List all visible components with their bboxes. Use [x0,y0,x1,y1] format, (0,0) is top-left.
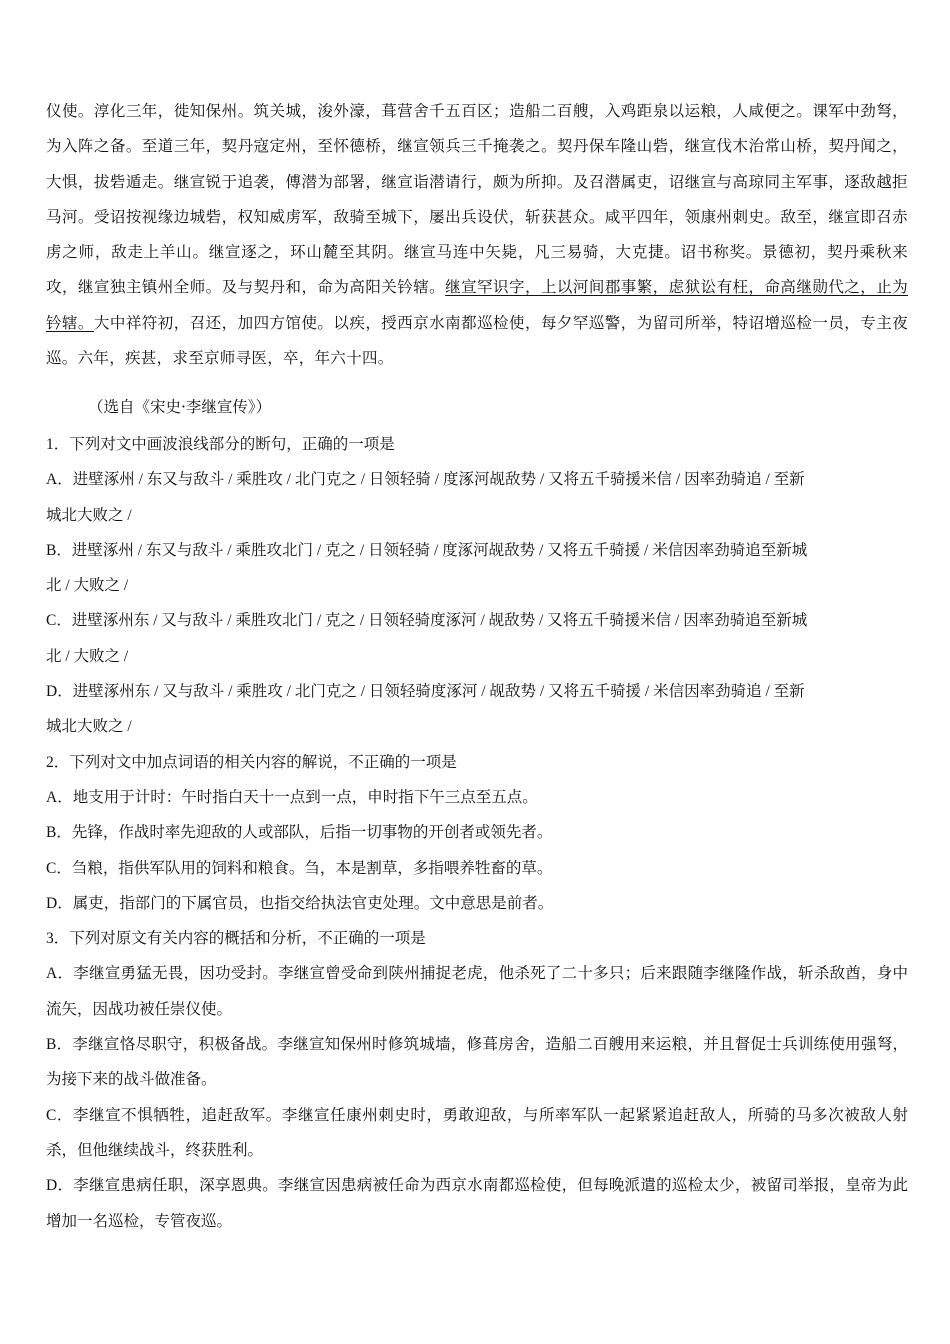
question-2-option-b: B．先锋，作战时率先迎敌的人或部队，后指一切事物的开创者或领先者。 [46,824,553,842]
classical-chinese-passage [46,94,908,376]
question-1-option-c-line2: 北 / 大败之 / [46,647,129,665]
question-1-option-b-line1: B．进壁涿州 / 东又与敌斗 / 乘胜攻北门 / 克之 / 日领轻骑 / 度涿河觇敌势 / 又将五千骑援 / 米信因率劲骑追至新城 [46,541,808,559]
passage-text-part1: 仪使。淳化三年，徙知保州。筑关城，浚外濠，葺营舍千五百区；造船二百艘，入鸡距泉以运粮，人咸便之。课军中劲弩，为入阵之备。至道三年，契丹寇定州，至怀德桥，继宣领兵三千掩袭之。契丹保车隆山砦，继宣伐木治常山桥，契丹闻之，大惧，拔砦遁走。继宣锐于追袭，傅潜为部署，继宣诣潜请行，颇为所抑。及召潜属吏，诏继宣与高琼同主军事，逐敌越拒马河。受诏按视缘边城砦，权知威虏军，敌骑至城下，屡出兵设伏，斩获甚众。咸平四年，领康州刺史。敌至，继宣即召赤虏之师，敌走上羊山。继宣逐之，环山麓至其阴。继宣马连中矢毙，凡三易骑，大克捷。诏书称奖。景德初，契丹乘秋来攻，继宣独主镇州全师。及与契丹和，命为高阳关钤辖。 [46,102,908,297]
question-1-option-c-line1: C．进壁涿州东 / 又与敌斗 / 乘胜攻北门 / 克之 / 日领轻骑度涿河 / 觇敌势 / 又将五千骑援米信 / 因率劲骑追至新城 [46,612,808,630]
question-3-option-b: B．李继宣恪尽职守，积极备战。李继宣知保州时修筑城墙，修葺房舍，造船二百艘用来运粮，并且督促士兵训练使用强弩，为接下来的战斗做准备。 [46,1036,908,1089]
question-3-stem: 3．下列对原文有关内容的概括和分析，不正确的一项是 [46,930,426,948]
question-3-option-a: A．李继宣勇猛无畏，因功受封。李继宣曾受命到陕州捕捉老虎，他杀死了二十多只；后来跟随李继隆作战，斩杀敌酋，身中流矢，因战功被任崇仪使。 [46,965,908,1018]
question-1-option-a-line1: A．进壁涿州 / 东又与敌斗 / 乘胜攻 / 北门克之 / 日领轻骑 / 度涿河觇敌势 / 又将五千骑援米信 / 因率劲骑追 / 至新 [46,471,805,489]
question-1-option-a-line2: 城北大败之 / [46,506,132,524]
question-3-option-d: D．李继宣患病任职，深享恩典。李继宣因患病被任命为西京水南都巡检使，但每晚派遣的巡检太少，被留司举报，皇帝为此增加一名巡检，专管夜巡。 [46,1177,908,1230]
question-2-option-c: C．刍粮，指供军队用的饲料和粮食。刍，本是割草，多指喂养牲畜的草。 [46,859,553,877]
underlined-sentence: 继宣罕识字，上以河间郡事繁，虑狱讼有枉，命高继勋代之，止为钤辖。 [46,278,908,332]
question-2-option-d: D．属吏，指部门的下属官员，也指交给执法官吏处理。文中意思是前者。 [46,894,554,912]
question-1-option-d-line1: D．进壁涿州东 / 又与敌斗 / 乘胜攻 / 北门克之 / 日领轻骑度涿河 / 觇敌势 / 又将五千骑援 / 米信因率劲骑追 / 至新 [46,683,805,701]
passage-text-part2: 大中祥符初，召还，加四方馆使。以疾，授西京水南都巡检使，每夕罕巡警，为留司所举，特诏增巡检一员，专主夜巡。六年，疾甚，求至京师寻医，卒，年六十四。 [46,313,908,368]
question-1-option-b-line2: 北 / 大败之 / [46,577,129,595]
question-2-option-a: A．地支用于计时：午时指白天十一点到一点，申时指下午三点至五点。 [46,788,538,806]
question-1-stem: 1．下列对文中画波浪线部分的断句，正确的一项是 [46,436,395,453]
question-2-stem: 2．下列对文中加点词语的相关内容的解说，不正确的一项是 [46,753,457,771]
passage-source: （选自《宋史·李继宣传》） [88,398,272,416]
question-1-option-d-line2: 城北大败之 / [46,718,132,736]
question-list [46,427,908,1239]
question-3-option-c: C．李继宣不惧牺牲，追赶敌军。李继宣任康州刺史时，勇敢迎敌，与所率军队一起紧紧追赶敌人，所骑的马多次被敌人射杀，但他继续战斗，终获胜利。 [46,1106,908,1159]
